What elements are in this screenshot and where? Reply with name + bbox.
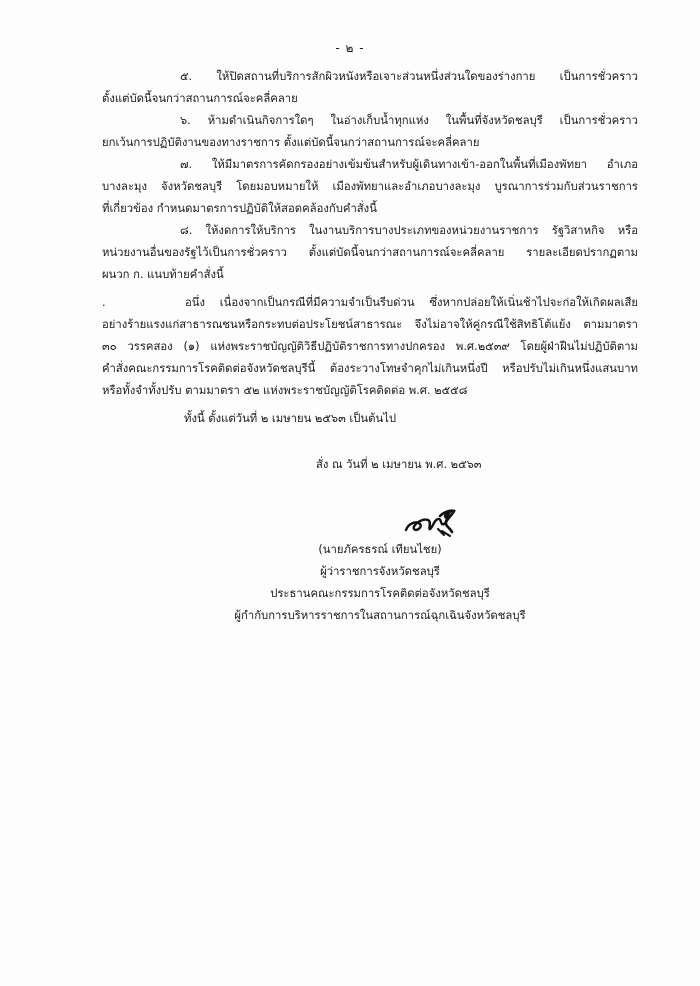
signature-image (400, 502, 464, 542)
penalty-line4: คำสั่งคณะกรรมการโรคติดต่อจังหวัดชลบุรีนี้ ต้องระวางโทษจำคุกไม่เกินหนึ่งปี หรือปรับไม่เกินหนึ่งแสนบาท (102, 362, 638, 375)
penalty-line5: หรือทั้งจำทั้งปรับ ตามมาตรา ๕๒ แห่งพระราชบัญญัติโรคติดต่อ พ.ศ. ๒๕๕๘ (102, 384, 468, 397)
item6-line2: ยกเว้นการปฏิบัติงานของทางราชการ ตั้งแต่บัดนี้จนกว่าสถานการณ์จะคลี่คลาย (102, 136, 480, 149)
item6-line1: ๖. ห้ามดำเนินกิจการใดๆ ในอ่างเก็บน้ำทุกแห่ง ในพื้นที่จังหวัดชลบุรี เป็นการชั่วคราว (180, 114, 638, 127)
penalty-line3: ๓๐ วรรคสอง (๑) แห่งพระราชบัญญัติวิธีปฏิบัติราชการทางปกครอง พ.ศ.๒๕๓๙ โดยผู้ฝ่าฝืนไม่ปฏิบัติตาม (102, 340, 638, 353)
signer-title-governor: ผู้ว่าราชการจังหวัดชลบุรี (320, 565, 440, 578)
signer-title-emergency: ผู้กำกับการบริหารราชการในสถานการณ์ฉุกเฉินจังหวัดชลบุรี (234, 609, 526, 622)
item5-line1: ๕. ให้ปิดสถานที่บริการสักผิวหนังหรือเจาะส่วนหนึ่งส่วนใดของร่างกาย เป็นการชั่วคราว (180, 70, 638, 83)
item7-line1: ๗. ให้มีมาตรการคัดกรองอย่างเข้มข้นสำหรับผู้เดินทางเข้า-ออกในพื้นที่เมืองพัทยา อำเภอ (180, 158, 638, 171)
item8-line2: หน่วยงานอื่นของรัฐไว้เป็นการชั่วคราว ตั้งแต่บัดนี้จนกว่าสถานการณ์จะคลี่คลาย รายละเอียดปรากฏตาม (102, 246, 638, 259)
item8-line1: ๘. ให้งดการให้บริการ ในงานบริการบางประเภทของหน่วยงานราชการ รัฐวิสาหกิจ หรือ (180, 224, 638, 237)
signer-title-chairman: ประธานคณะกรรมการโรคติดต่อจังหวัดชลบุรี (270, 587, 490, 600)
item5-line2: ตั้งแต่บัดนี้จนกว่าสถานการณ์จะคลี่คลาย (102, 92, 298, 105)
stray-dot: . (102, 296, 106, 309)
signer-name: (นายภัครธรณ์ เทียนไชย) (318, 543, 442, 556)
effective-date: ทั้งนี้ ตั้งแต่วันที่ ๒ เมษายน ๒๕๖๓ เป็นต้นไป (184, 412, 397, 425)
penalty-line1: อนึ่ง เนื่องจากเป็นกรณีที่มีความจำเป็นรีบด่วน ซึ่งหากปล่อยให้เนิ่นช้าไปจะก่อให้เกิดผลเสีย (185, 296, 638, 309)
item7-line2: บางละมุง จังหวัดชลบุรี โดยมอบหมายให้ เมืองพัทยาและอำเภอบางละมุง บูรณาการร่วมกับส่วนราชการ (102, 180, 638, 193)
item7-line3: ที่เกี่ยวข้อง กำหนดมาตรการปฏิบัติให้สอดคล้องกับคำสั่งนี้ (102, 202, 377, 215)
item8-line3: ผนวก ก. แนบท้ายคำสั่งนี้ (102, 268, 224, 281)
ordered-date: สั่ง ณ วันที่ ๒ เมษายน พ.ศ. ๒๕๖๓ (316, 458, 482, 471)
penalty-line2: อย่างร้ายแรงแก่สาธารณชนหรือกระทบต่อประโยชน์สาธารณะ จึงไม่อาจให้คู่กรณีใช้สิทธิโต้แย้ง ตามมาตรา (102, 318, 638, 331)
page-number: - ๒ - (335, 41, 365, 55)
